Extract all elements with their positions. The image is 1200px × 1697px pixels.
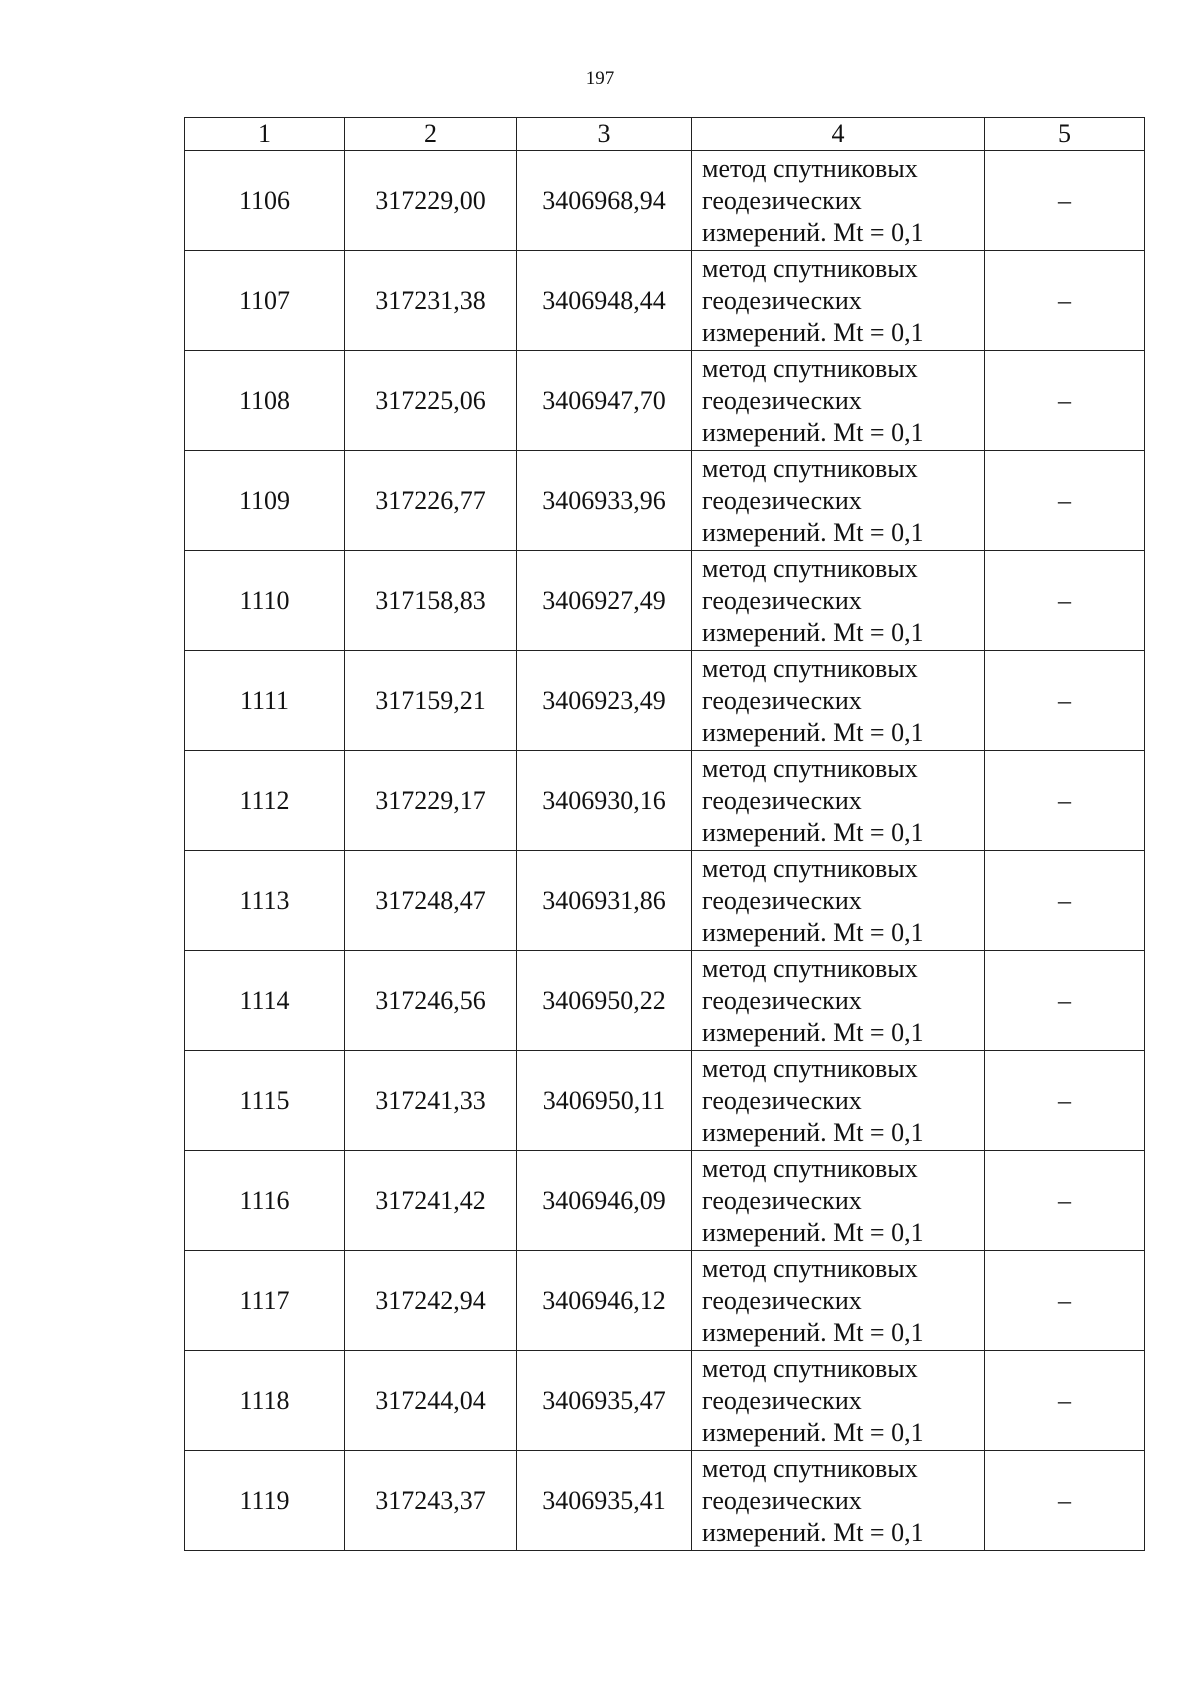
header-col-1: 1	[185, 118, 345, 151]
note-cell: –	[985, 251, 1145, 351]
method-line: измерений. Mt = 0,1	[702, 317, 924, 347]
method-line: метод спутниковых	[702, 1453, 918, 1483]
method-cell	[692, 351, 985, 451]
point-number-cell: 1115	[185, 1051, 345, 1151]
x-coordinate-cell: 317241,33	[345, 1051, 517, 1151]
table-row	[185, 851, 1145, 951]
table-row	[185, 651, 1145, 751]
method-line: геодезических	[702, 285, 862, 315]
method-cell	[692, 1251, 985, 1351]
note-cell: –	[985, 1451, 1145, 1551]
point-number-cell: 1116	[185, 1151, 345, 1251]
method-line: геодезических	[702, 985, 862, 1015]
point-number-cell: 1113	[185, 851, 345, 951]
x-coordinate-cell: 317248,47	[345, 851, 517, 951]
x-coordinate-cell: 317229,17	[345, 751, 517, 851]
point-number-cell: 1109	[185, 451, 345, 551]
table-row	[185, 1051, 1145, 1151]
method-cell	[692, 251, 985, 351]
method-line: метод спутниковых	[702, 353, 918, 383]
note-cell: –	[985, 1351, 1145, 1451]
header-col-4: 4	[692, 118, 985, 151]
method-line: метод спутниковых	[702, 1053, 918, 1083]
table-row	[185, 751, 1145, 851]
point-number-cell: 1119	[185, 1451, 345, 1551]
method-line: метод спутниковых	[702, 253, 918, 283]
x-coordinate-cell: 317241,42	[345, 1151, 517, 1251]
method-line: измерений. Mt = 0,1	[702, 1417, 924, 1447]
method-line: измерений. Mt = 0,1	[702, 917, 924, 947]
note-cell: –	[985, 1151, 1145, 1251]
method-line: метод спутниковых	[702, 453, 918, 483]
y-coordinate-cell: 3406950,11	[517, 1051, 692, 1151]
method-line: метод спутниковых	[702, 553, 918, 583]
method-line: метод спутниковых	[702, 653, 918, 683]
note-cell: –	[985, 351, 1145, 451]
method-cell	[692, 451, 985, 551]
note-cell: –	[985, 451, 1145, 551]
method-cell	[692, 1051, 985, 1151]
method-line: геодезических	[702, 1085, 862, 1115]
method-line: геодезических	[702, 1285, 862, 1315]
table-row	[185, 1351, 1145, 1451]
method-line: геодезических	[702, 1385, 862, 1415]
point-number-cell: 1118	[185, 1351, 345, 1451]
table-row	[185, 1151, 1145, 1251]
note-cell: –	[985, 1251, 1145, 1351]
table-row	[185, 951, 1145, 1051]
method-line: измерений. Mt = 0,1	[702, 1017, 924, 1047]
method-line: измерений. Mt = 0,1	[702, 817, 924, 847]
method-line: измерений. Mt = 0,1	[702, 617, 924, 647]
coordinates-table	[184, 117, 1145, 1551]
method-line: метод спутниковых	[702, 953, 918, 983]
note-cell: –	[985, 151, 1145, 251]
x-coordinate-cell: 317246,56	[345, 951, 517, 1051]
method-cell	[692, 1451, 985, 1551]
method-line: измерений. Mt = 0,1	[702, 1517, 924, 1547]
x-coordinate-cell: 317231,38	[345, 251, 517, 351]
method-line: геодезических	[702, 1485, 862, 1515]
y-coordinate-cell: 3406968,94	[517, 151, 692, 251]
x-coordinate-cell: 317226,77	[345, 451, 517, 551]
point-number-cell: 1110	[185, 551, 345, 651]
table-header-row	[185, 118, 1145, 151]
method-line: метод спутниковых	[702, 753, 918, 783]
method-line: метод спутниковых	[702, 853, 918, 883]
table-body	[185, 151, 1145, 1551]
table-row	[185, 1451, 1145, 1551]
method-cell	[692, 551, 985, 651]
note-cell: –	[985, 951, 1145, 1051]
method-cell	[692, 851, 985, 951]
x-coordinate-cell: 317243,37	[345, 1451, 517, 1551]
x-coordinate-cell: 317242,94	[345, 1251, 517, 1351]
point-number-cell: 1107	[185, 251, 345, 351]
note-cell: –	[985, 551, 1145, 651]
header-col-3: 3	[517, 118, 692, 151]
note-cell: –	[985, 1051, 1145, 1151]
method-line: измерений. Mt = 0,1	[702, 1317, 924, 1347]
note-cell: –	[985, 651, 1145, 751]
method-line: геодезических	[702, 785, 862, 815]
method-cell	[692, 951, 985, 1051]
x-coordinate-cell: 317225,06	[345, 351, 517, 451]
method-line: геодезических	[702, 585, 862, 615]
x-coordinate-cell: 317229,00	[345, 151, 517, 251]
method-line: измерений. Mt = 0,1	[702, 517, 924, 547]
method-line: геодезических	[702, 385, 862, 415]
table-row	[185, 1251, 1145, 1351]
page-number: 197	[585, 68, 615, 89]
method-line: геодезических	[702, 485, 862, 515]
method-line: измерений. Mt = 0,1	[702, 217, 924, 247]
method-line: геодезических	[702, 185, 862, 215]
point-number-cell: 1117	[185, 1251, 345, 1351]
method-cell	[692, 151, 985, 251]
method-line: геодезических	[702, 685, 862, 715]
table-row	[185, 551, 1145, 651]
point-number-cell: 1114	[185, 951, 345, 1051]
point-number-cell: 1106	[185, 151, 345, 251]
table-row	[185, 151, 1145, 251]
method-line: измерений. Mt = 0,1	[702, 717, 924, 747]
method-line: геодезических	[702, 885, 862, 915]
note-cell: –	[985, 751, 1145, 851]
method-line: метод спутниковых	[702, 1253, 918, 1283]
y-coordinate-cell: 3406923,49	[517, 651, 692, 751]
point-number-cell: 1111	[185, 651, 345, 751]
method-line: измерений. Mt = 0,1	[702, 1117, 924, 1147]
method-cell	[692, 651, 985, 751]
point-number-cell: 1112	[185, 751, 345, 851]
method-cell	[692, 1151, 985, 1251]
y-coordinate-cell: 3406935,41	[517, 1451, 692, 1551]
header-col-5: 5	[985, 118, 1145, 151]
x-coordinate-cell: 317158,83	[345, 551, 517, 651]
table-row	[185, 351, 1145, 451]
y-coordinate-cell: 3406946,12	[517, 1251, 692, 1351]
method-line: метод спутниковых	[702, 1353, 918, 1383]
point-number-cell: 1108	[185, 351, 345, 451]
y-coordinate-cell: 3406948,44	[517, 251, 692, 351]
x-coordinate-cell: 317159,21	[345, 651, 517, 751]
table-row	[185, 451, 1145, 551]
table-row	[185, 251, 1145, 351]
method-line: измерений. Mt = 0,1	[702, 1217, 924, 1247]
method-cell	[692, 751, 985, 851]
y-coordinate-cell: 3406935,47	[517, 1351, 692, 1451]
y-coordinate-cell: 3406947,70	[517, 351, 692, 451]
note-cell: –	[985, 851, 1145, 951]
x-coordinate-cell: 317244,04	[345, 1351, 517, 1451]
method-line: метод спутниковых	[702, 1153, 918, 1183]
y-coordinate-cell: 3406931,86	[517, 851, 692, 951]
y-coordinate-cell: 3406950,22	[517, 951, 692, 1051]
method-cell	[692, 1351, 985, 1451]
y-coordinate-cell: 3406927,49	[517, 551, 692, 651]
method-line: метод спутниковых	[702, 153, 918, 183]
method-line: геодезических	[702, 1185, 862, 1215]
y-coordinate-cell: 3406933,96	[517, 451, 692, 551]
y-coordinate-cell: 3406946,09	[517, 1151, 692, 1251]
method-line: измерений. Mt = 0,1	[702, 417, 924, 447]
y-coordinate-cell: 3406930,16	[517, 751, 692, 851]
header-col-2: 2	[345, 118, 517, 151]
